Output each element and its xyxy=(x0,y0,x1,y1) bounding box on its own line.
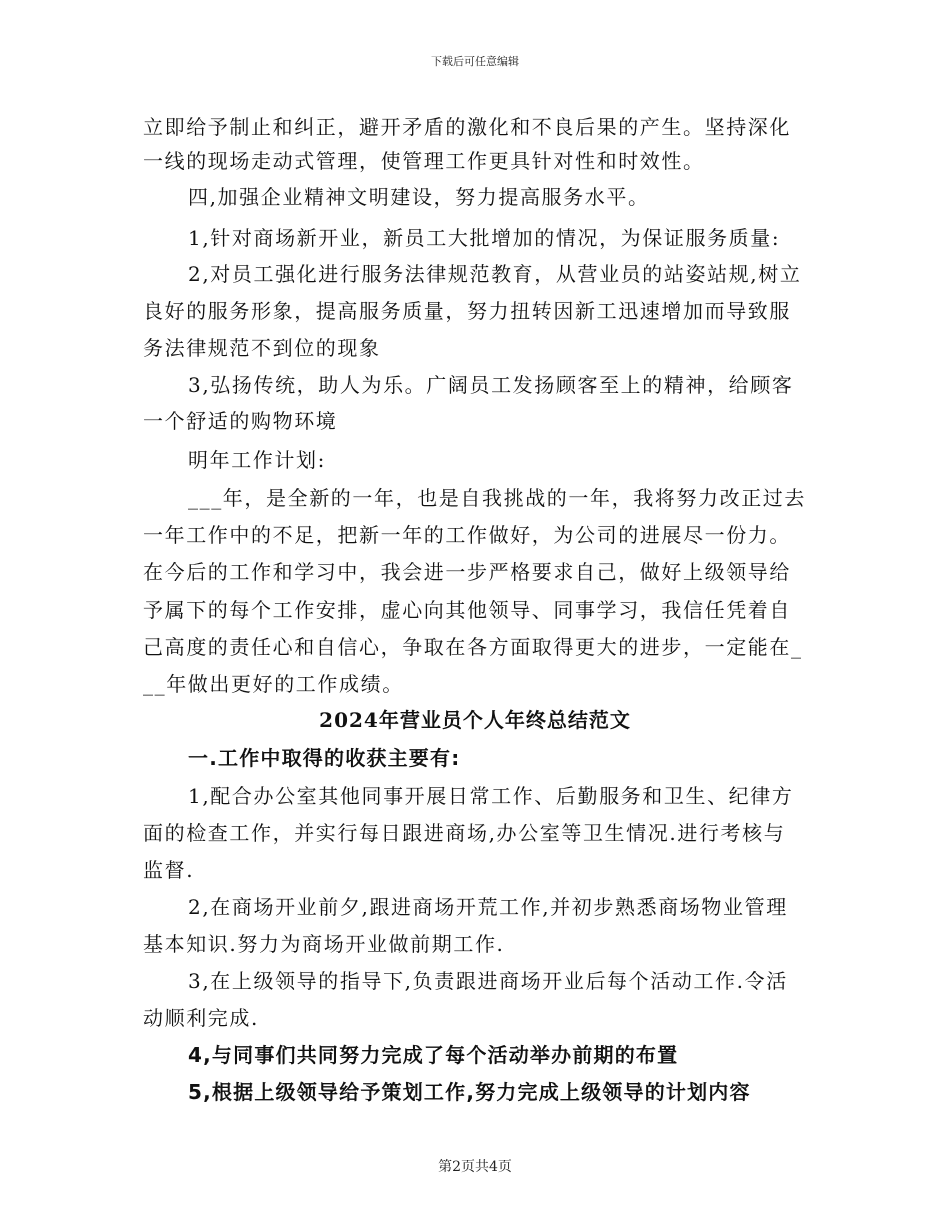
body-line: 予属下的每个工作安排，虚心向其他领导、同事学习，我信任凭着自 xyxy=(143,598,791,622)
body-line: 3,在上级领导的指导下,负责跟进商场开业后每个活动工作.令活 xyxy=(188,969,788,993)
body-line: 立即给予制止和纠正，避开矛盾的激化和不良后果的产生。坚持深化 xyxy=(143,115,791,139)
body-line: 1,针对商场新开业，新员工大批增加的情况，为保证服务质量: xyxy=(188,226,781,250)
body-line: 一线的现场走动式管理，使管理工作更具针对性和时效性。 xyxy=(143,149,705,173)
section-heading-four: 四,加强企业精神文明建设，努力提高服务水平。 xyxy=(188,185,650,209)
body-line: 一年工作中的不足，把新一年的工作做好，为公司的进展尽一份力。 xyxy=(143,523,791,547)
body-line: 在今后的工作和学习中，我会进一步严格要求自己，做好上级领导给 xyxy=(143,560,791,584)
body-line-bold: 5,根据上级领导给予策划工作,努力完成上级领导的计划内容 xyxy=(188,1080,751,1104)
plan-heading: 明年工作计划: xyxy=(188,448,326,472)
body-line: 基本知识.努力为商场开业做前期工作. xyxy=(143,932,505,956)
body-line: 己高度的责任心和自信心，争取在各方面取得更大的进步，一定能在_ xyxy=(143,635,803,659)
body-line: 动顺利完成. xyxy=(143,1006,259,1030)
page-header: 下载后可任意编辑 xyxy=(431,55,519,68)
body-line: 2,对员工强化进行服务法律规范教育，从营业员的站姿站规,树立 xyxy=(188,262,802,286)
body-line: 监督. xyxy=(143,858,195,882)
body-line: 2,在商场开业前夕,跟进商场开荒工作,并初步熟悉商场物业管理 xyxy=(188,895,788,919)
body-line: __年做出更好的工作成绩。 xyxy=(143,672,404,696)
body-line: 务法律规范不到位的现象 xyxy=(143,336,381,360)
body-line-bold: 4,与同事们共同努力完成了每个活动举办前期的布置 xyxy=(188,1043,679,1067)
body-line: 1,配合办公室其他同事开展日常工作、后勤服务和卫生、纪律方 xyxy=(188,784,794,808)
subsection-heading: 一.工作中取得的收获主要有: xyxy=(188,746,461,770)
body-line: ___年，是全新的一年，也是自我挑战的一年，我将努力改正过去 xyxy=(188,486,806,510)
body-line: 面的检查工作，并实行每日跟进商场,办公室等卫生情况.进行考核与 xyxy=(143,821,786,845)
body-line: 良好的服务形象，提高服务质量，努力扭转因新工迅速增加而导致服 xyxy=(143,299,791,323)
body-line: 一个舒适的购物环境 xyxy=(143,409,338,433)
page-footer: 第2页共4页 xyxy=(438,1159,512,1175)
body-line: 3,弘扬传统，助人为乐。广阔员工发扬顾客至上的精神，给顾客 xyxy=(188,373,794,397)
section-title: 2024年营业员个人年终总结范文 xyxy=(319,708,631,732)
